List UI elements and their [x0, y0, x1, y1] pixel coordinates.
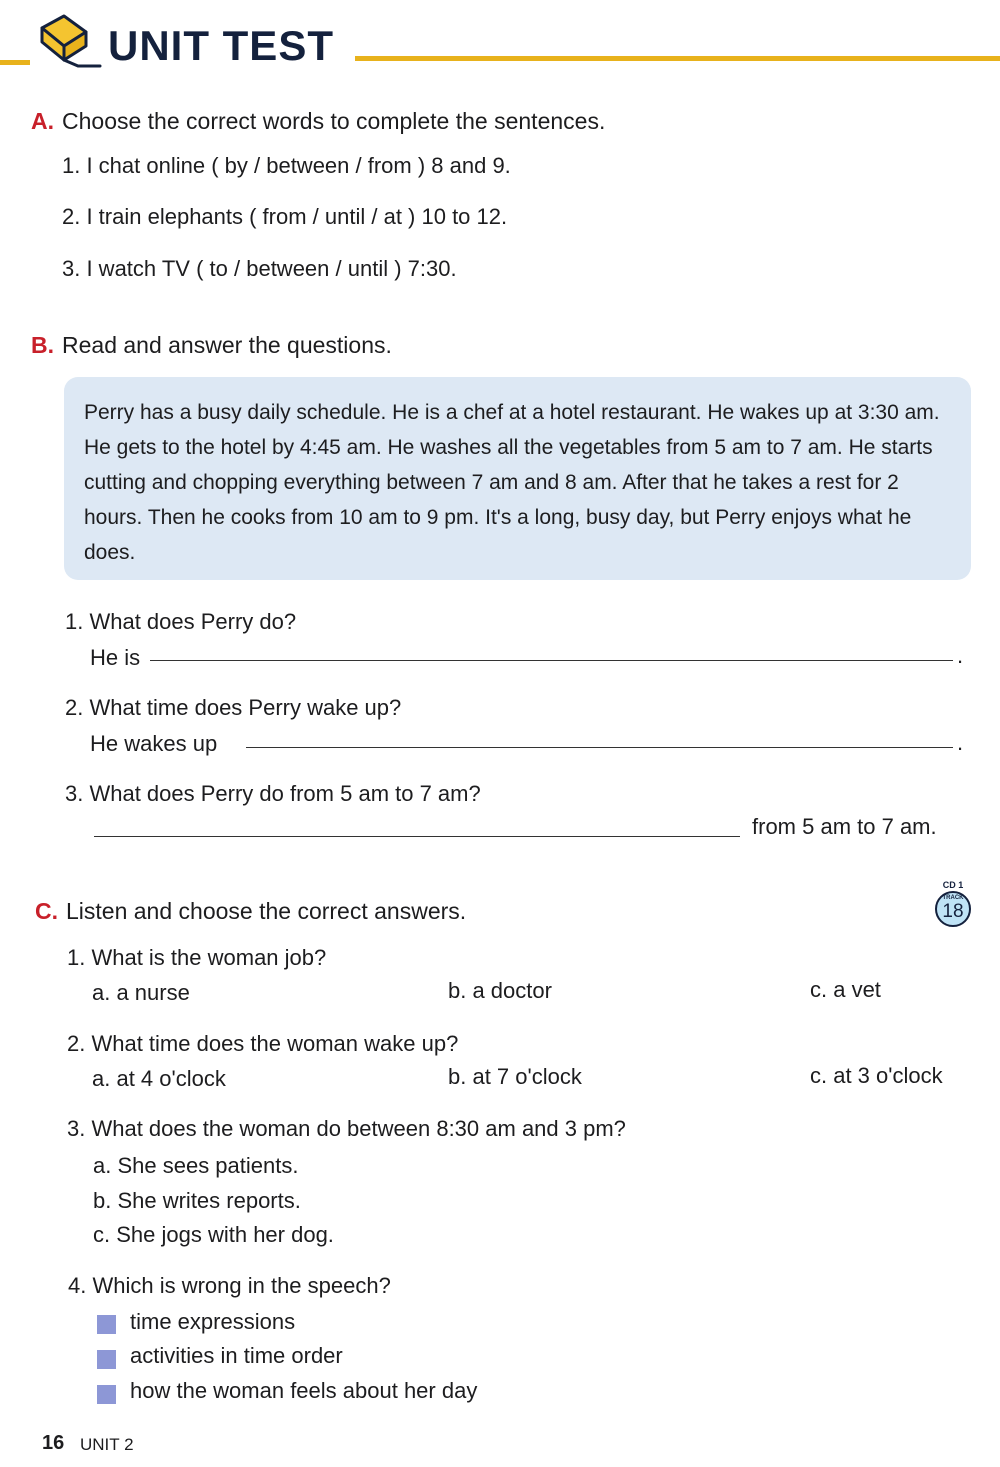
- section-b-heading: [31, 332, 392, 359]
- section-a-item: 1. I chat online ( by / between / from ) 8 and 9.: [62, 153, 511, 178]
- section-a-letter: A.: [31, 108, 54, 134]
- answer-prompt: He is: [90, 645, 141, 670]
- checkbox-square-icon[interactable]: [97, 1350, 116, 1369]
- header-rule-left: [0, 60, 30, 65]
- page-number: 16: [42, 1432, 65, 1454]
- answer-line[interactable]: [150, 660, 953, 661]
- page-title: UNIT TEST: [108, 22, 334, 69]
- section-c-heading: [35, 898, 466, 925]
- cd-track-badge[interactable]: [933, 880, 973, 928]
- reading-passage: Perry has a busy daily schedule. He is a chef at a hotel restaurant. He wakes up at 3:30 am. He gets to the hotel by 4:45 am. He washes all the vegetables from 5 am to 7 am. He starts cutting and chopping everything between 7 am and 8 am. After that he takes a rest for 2 hours. Then he cooks from 10 am to 9 pm. It's a long, busy day, but Perry enjoys what he does.: [84, 401, 940, 564]
- section-c-question: 4. Which is wrong in the speech?: [68, 1273, 391, 1298]
- option-a[interactable]: a. a nurse: [92, 980, 190, 1005]
- unit-label: UNIT 2: [80, 1435, 134, 1454]
- option-b[interactable]: b. She writes reports.: [93, 1188, 301, 1213]
- option-c[interactable]: c. at 3 o'clock: [810, 1063, 943, 1088]
- checkbox-label: how the woman feels about her day: [130, 1378, 478, 1403]
- section-b-instruction: Read and answer the questions.: [62, 332, 392, 358]
- pencil-book-icon: [34, 10, 104, 70]
- answer-suffix: from 5 am to 7 am.: [752, 814, 937, 839]
- track-number: 18: [942, 901, 964, 922]
- section-c-question: 3. What does the woman do between 8:30 am and 3 pm?: [67, 1116, 626, 1141]
- section-b-question: 3. What does Perry do from 5 am to 7 am?: [65, 781, 481, 806]
- answer-line[interactable]: [246, 747, 953, 748]
- option-b[interactable]: b. at 7 o'clock: [448, 1064, 582, 1089]
- section-c-letter: C.: [35, 898, 58, 924]
- section-c-question: 1. What is the woman job?: [67, 945, 327, 970]
- option-a[interactable]: a. at 4 o'clock: [92, 1066, 226, 1091]
- option-c[interactable]: c. a vet: [810, 977, 881, 1002]
- checkbox-square-icon[interactable]: [97, 1315, 116, 1334]
- option-a[interactable]: a. She sees patients.: [93, 1153, 299, 1178]
- track-label: TRACK: [942, 895, 964, 901]
- answer-prompt: He wakes up: [90, 731, 218, 756]
- answer-line[interactable]: [94, 836, 740, 837]
- answer-end: .: [957, 730, 964, 755]
- section-a-heading: [31, 108, 605, 135]
- cd-label: CD 1: [942, 880, 964, 890]
- checkbox-label: time expressions: [130, 1309, 296, 1334]
- reading-passage-box: [64, 377, 971, 580]
- checkbox-label: activities in time order: [130, 1343, 343, 1368]
- section-a-item: 2. I train elephants ( from / until / at ) 10 to 12.: [62, 204, 508, 229]
- section-b-question: 2. What time does Perry wake up?: [65, 695, 402, 720]
- checkbox-square-icon[interactable]: [97, 1385, 116, 1404]
- section-c-question: 2. What time does the woman wake up?: [67, 1031, 459, 1056]
- section-c-instruction: Listen and choose the correct answers.: [66, 898, 467, 924]
- section-a-instruction: Choose the correct words to complete the sentences.: [62, 108, 606, 134]
- section-a-item: 3. I watch TV ( to / between / until ) 7:30.: [62, 256, 457, 281]
- section-b-letter: B.: [31, 332, 54, 358]
- option-b[interactable]: b. a doctor: [448, 978, 552, 1003]
- header-rule-right: [355, 56, 1000, 61]
- answer-end: .: [957, 643, 964, 668]
- section-b-question: 1. What does Perry do?: [65, 609, 297, 634]
- option-c[interactable]: c. She jogs with her dog.: [93, 1222, 334, 1247]
